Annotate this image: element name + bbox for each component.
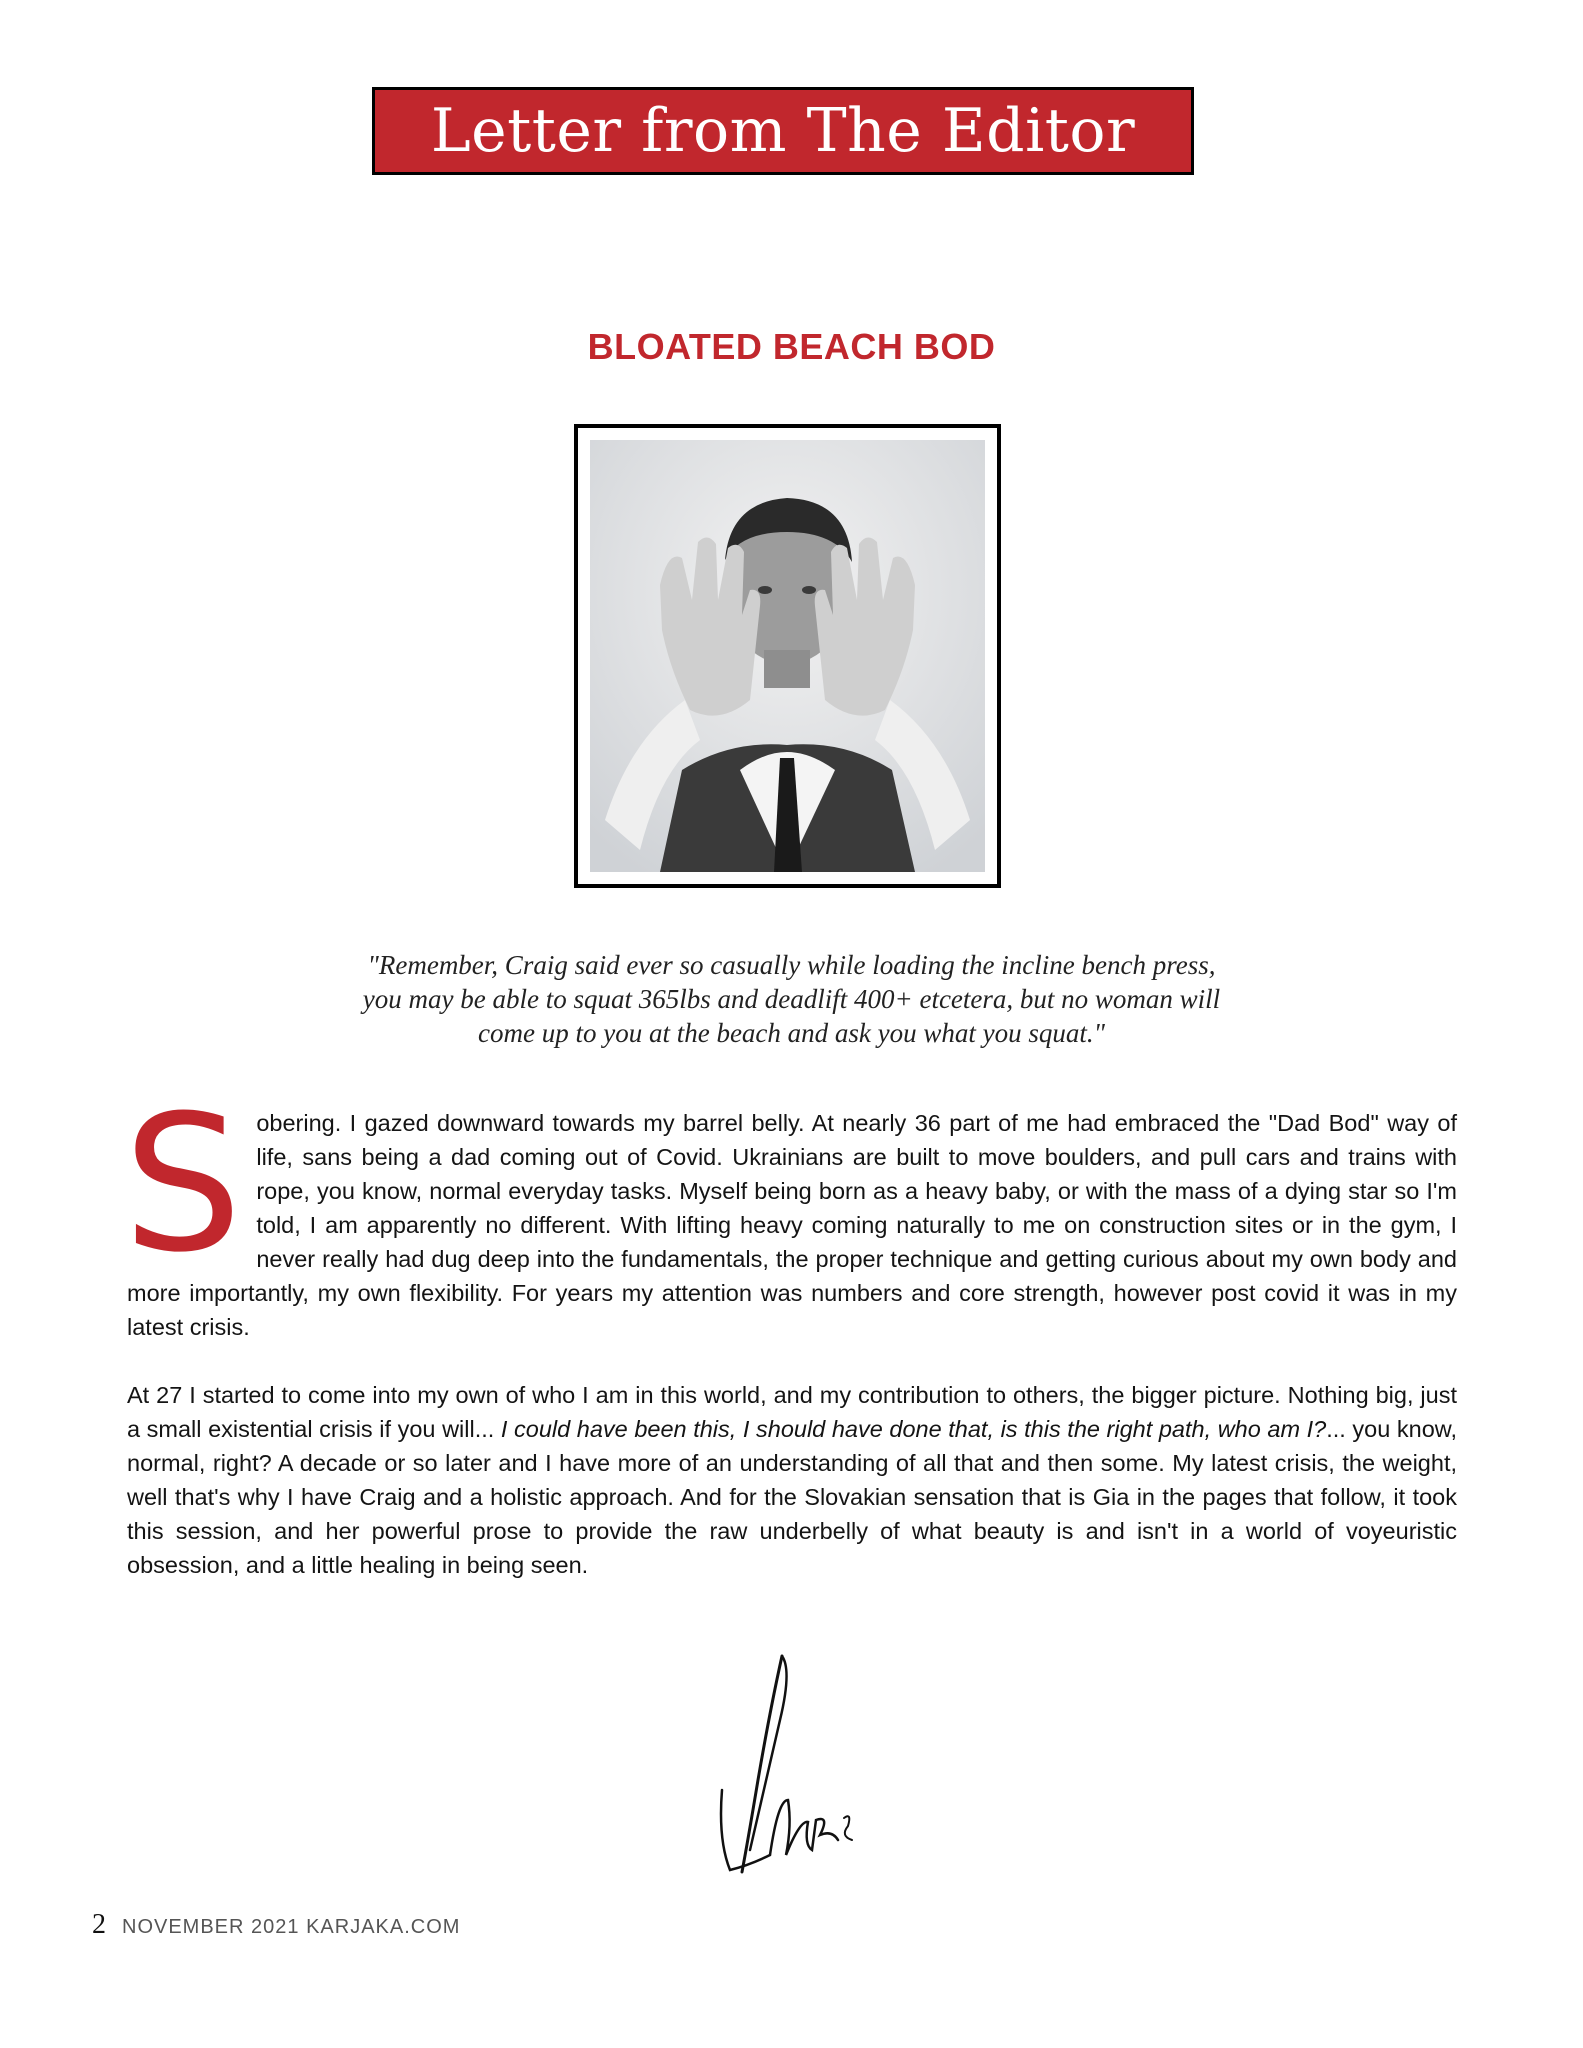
page-number: 2 (92, 1909, 106, 1940)
pull-quote-line: "Remember, Craig said ever so casually while loading the incline bench press, (367, 950, 1216, 980)
article-body (123, 1075, 1457, 1582)
issue-line: NOVEMBER 2021 KARJAKA.COM (122, 1916, 461, 1938)
paragraph-1-text: obering. I gazed downward towards my barrel belly. At nearly 36 part of me had embraced the "Dad Bod" way of life, sans being a dad coming out of Covid. Ukrainians are built to move boulders, and pull cars and trains with rope, you know, normal everyday tasks. Myself being born as a heavy baby, or with the mass of a dying star so I'm told, I am apparently no different. With lifting heavy coming naturally to me on construction sites or in the gym, I never really had dug deep into the fundamentals, the proper technique and getting curious about my own body and more importantly, my own flexibility. For years my attention was numbers and core strength, however post covid it was in my latest crisis. (127, 1110, 1457, 1340)
drop-cap: S (123, 1075, 243, 1294)
editor-signature (700, 1650, 870, 1880)
article-headline: BLOATED BEACH BOD (587, 326, 996, 367)
paragraph-2 (127, 1378, 1457, 1582)
masthead-title: Letter from The Editor (430, 96, 1136, 166)
paragraph-2-italic: I could have been this, I should have done that, is this the right path, who am I? (500, 1416, 1327, 1442)
pull-quote (220, 948, 1363, 1050)
editor-portrait-photo (590, 440, 985, 872)
paragraph-2-text-start: At 27 I started to come into my own of who I am in this world, and my contribution to others, the bigger picture. Nothing big, just a small existential crisis if you will... (127, 1382, 1457, 1442)
paragraph-2-text-end: ... you know, normal, right? A decade or so later and I have more of an understanding of all that and then some. My latest crisis, the weight, well that's why I have Craig and a holistic approach. And for the Slovakian sensation that is Gia in the pages that follow, it took this session, and her powerful prose to provide the raw underbelly of what beauty is and isn't in a world of voyeuristic obsession, and a little healing in being seen. (127, 1416, 1457, 1578)
masthead-banner (372, 87, 1194, 175)
editor-photo-frame (574, 424, 1001, 888)
pull-quote-line: you may be able to squat 365lbs and deadlift 400+ etcetera, but no woman will (362, 984, 1221, 1014)
pull-quote-line: come up to you at the beach and ask you what you squat." (478, 1018, 1105, 1048)
page-footer (92, 1909, 460, 1941)
paragraph-1 (123, 1075, 1457, 1344)
